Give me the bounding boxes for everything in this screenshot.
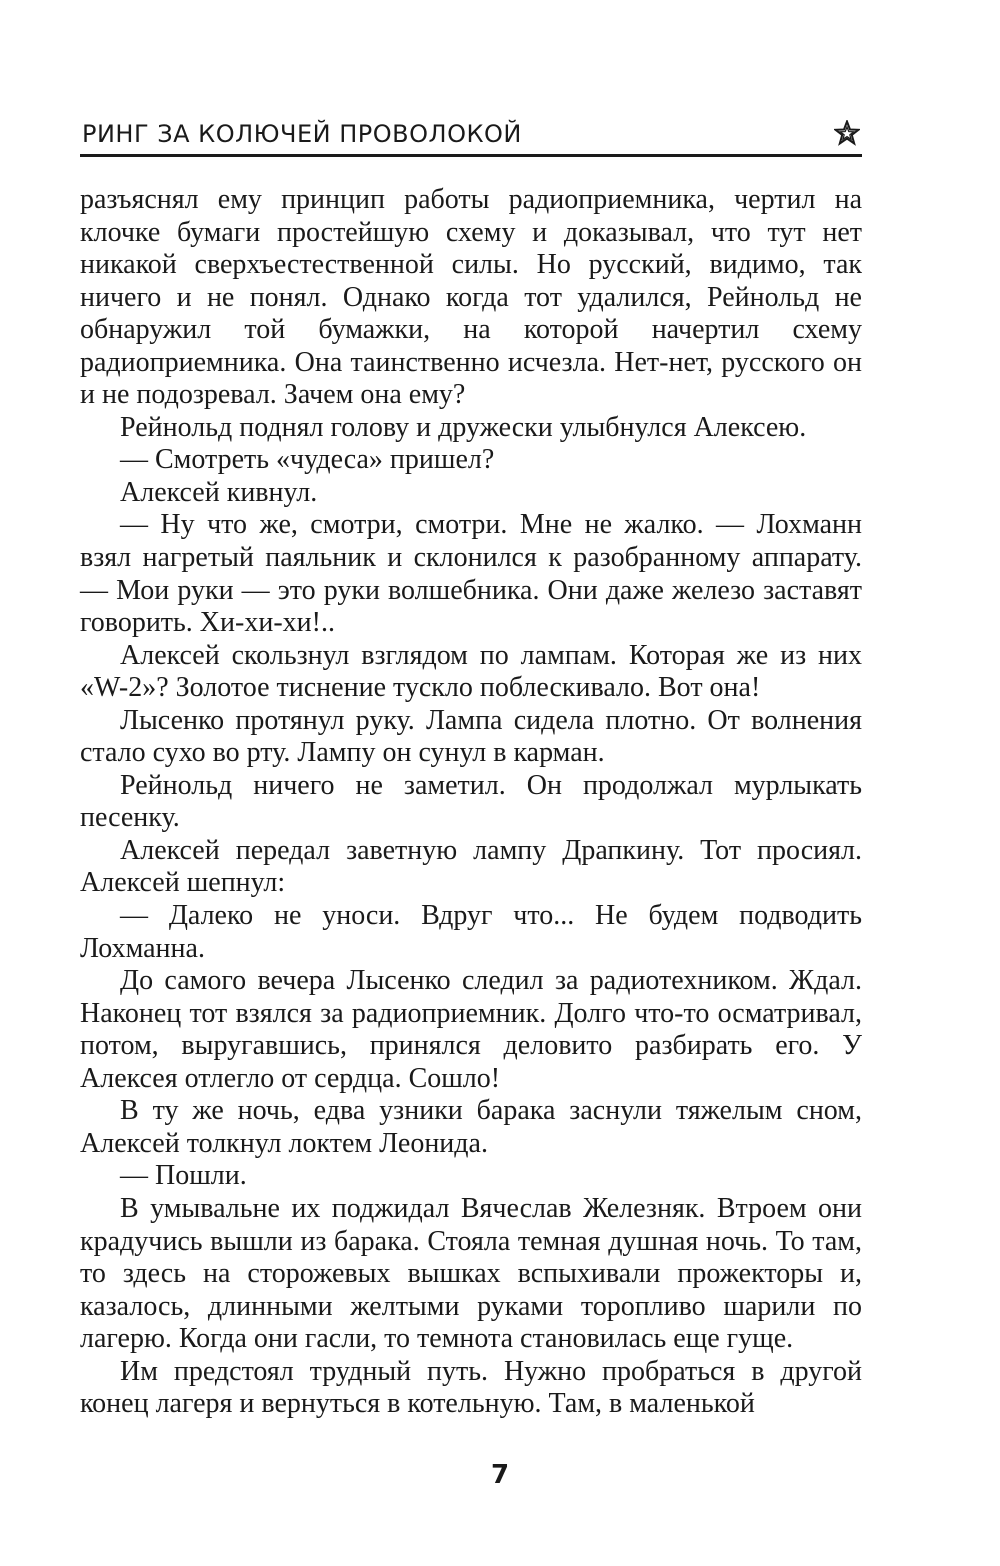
star-outline-icon: [834, 120, 860, 146]
paragraph: разъяснял ему принцип работы радиоприемника, чертил на клочке бумаги простейшую схему и доказывал, что тут нет никакой сверхъестественной силы. Но русский, видимо, так ничего и не понял. Однако когда тот удалился, Рейнольд не обнаружил той бумажки, на которой начертил схему радиоприемника. Она таинственно исчезла. Нет-нет, русского он и не подозревал. Зачем она ему?: [80, 184, 862, 411]
dialogue-line: — Ну что же, смотри, смотри. Мне не жалко. — Лохманн взял нагретый паяльник и склонился к разобранному аппарату. — Мои руки — это руки волшебника. Они даже железо заставят говорить. Хи-хи-хи!..: [80, 509, 862, 639]
paragraph: Алексей передал заветную лампу Драпкину. Тот просиял. Алексей шепнул:: [80, 834, 862, 899]
paragraph: Лысенко протянул руку. Лампа сидела плотно. От волнения стало сухо во рту. Лампу он сунул в карман.: [80, 704, 862, 769]
body-text: [80, 184, 862, 1421]
paragraph: До самого вечера Лысенко следил за радиотехником. Ждал. Наконец тот взялся за радиоприемник. Долго что-то осматривал, потом, выругавшись, принялся деловито разбирать его. У Алексея отлегло от сердца. Сошло!: [80, 965, 862, 1094]
paragraph: В ту же ночь, едва узники барака заснули тяжелым сном, Алексей толкнул локтем Леонида.: [80, 1095, 862, 1159]
running-header-title: РИНГ ЗА КОЛЮЧЕЙ ПРОВОЛОКОЙ: [82, 120, 522, 148]
paragraph: Алексей кивнул.: [120, 476, 318, 508]
paragraph: Рейнольд ничего не заметил. Он продолжал мурлыкать песенку.: [80, 769, 862, 834]
dialogue-line: — Пошли.: [120, 1160, 247, 1192]
page-number: 7: [490, 1460, 510, 1490]
dialogue-line: — Смотреть «чудеса» пришел?: [120, 444, 495, 476]
dialogue-line: — Далеко не уноси. Вдруг что... Не будем подводить Лохманна.: [80, 900, 862, 964]
paragraph: В умывальне их поджидал Вячеслав Железняк. Втроем они крадучись вышли из барака. Стояла темная душная ночь. То там, то здесь на сторожевых вышках вспыхивали прожекторы и, казалось, длинными желтыми руками торопливо шарили по лагерю. Когда они гасли, то темнота становилась еще гуще.: [80, 1192, 862, 1355]
paragraph: Им предстоял трудный путь. Нужно пробраться в другой конец лагеря и вернуться в котельную. Там, в маленькой: [80, 1355, 862, 1420]
paragraph: Рейнольд поднял голову и дружески улыбнулся Алексею.: [120, 411, 807, 443]
running-header: [80, 108, 862, 157]
paragraph: Алексей скользнул взглядом по лампам. Которая же из них «W-2»? Золотое тиснение тускло поблескивало. Вот она!: [80, 639, 862, 704]
